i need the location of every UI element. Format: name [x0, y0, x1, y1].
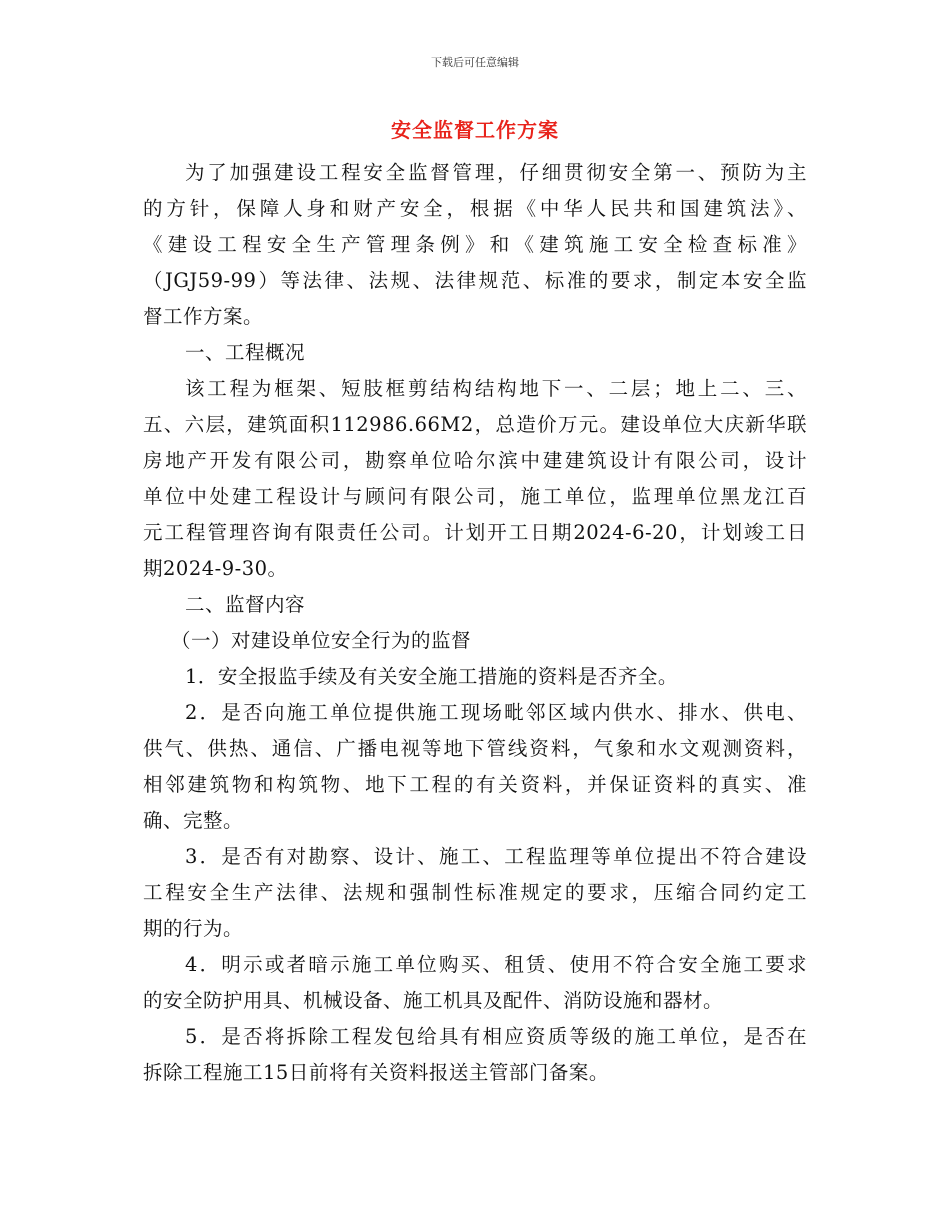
list-item: 2．是否向施工单位提供施工现场毗邻区域内供水、排水、供电、 — [185, 701, 807, 724]
list-item: 4．明示或者暗示施工单位购买、租赁、使用不符合安全施工要求 — [185, 953, 807, 976]
document-body — [143, 155, 807, 1091]
paragraph-line: 的方针，保障人身和财产安全，根据《中华人民共和国建筑法》、 — [143, 197, 807, 220]
document-title: 安全监督工作方案 — [391, 118, 559, 142]
paragraph-line: 五、六层，建筑面积112986.66M2，总造价万元。建设单位大庆新华联 — [143, 413, 807, 436]
subsection-heading: （一）对建设单位安全行为的监督 — [171, 629, 472, 652]
paragraph-line: 确、完整。 — [143, 809, 244, 832]
paragraph-line: 房地产开发有限公司，勘察单位哈尔滨中建建筑设计有限公司，设计 — [143, 449, 807, 472]
paragraph-line: 该工程为框架、短肢框剪结构结构地下一、二层；地上二、三、 — [185, 377, 807, 400]
paragraph-line: 工程安全生产法律、法规和强制性标准规定的要求，压缩合同约定工 — [143, 881, 807, 904]
paragraph-line: 相邻建筑物和构筑物、地下工程的有关资料，并保证资料的真实、准 — [143, 773, 807, 796]
paragraph-line: 拆除工程施工15日前将有关资料报送主管部门备案。 — [143, 1061, 609, 1084]
list-item: 3．是否有对勘察、设计、施工、工程监理等单位提出不符合建设 — [185, 845, 807, 868]
paragraph-line: 的安全防护用具、机械设备、施工机具及配件、消防设施和器材。 — [143, 989, 724, 1012]
section-heading: 一、工程概况 — [185, 341, 306, 364]
list-item: 1．安全报监手续及有关安全施工措施的资料是否齐全。 — [185, 665, 678, 688]
paragraph-line: 供气、供热、通信、广播电视等地下管线资料，气象和水文观测资料， — [143, 737, 807, 760]
paragraph-line: 期的行为。 — [143, 917, 244, 940]
paragraph-line: 《建设工程安全生产管理条例》和《建筑施工安全检查标准》 — [143, 233, 807, 256]
paragraph-line: 单位中处建工程设计与顾问有限公司，施工单位，监理单位黑龙江百 — [143, 485, 807, 508]
header-note: 下载后可任意编辑 — [431, 56, 519, 69]
paragraph-line: 督工作方案。 — [143, 305, 264, 328]
paragraph-line: 为了加强建设工程安全监督管理，仔细贯彻安全第一、预防为主 — [185, 161, 807, 184]
section-heading: 二、监督内容 — [185, 593, 306, 616]
paragraph-line: 期2024-9-30。 — [143, 557, 288, 580]
paragraph-line: （JGJ59-99）等法律、法规、法律规范、标准的要求，制定本安全监 — [143, 269, 807, 292]
list-item: 5．是否将拆除工程发包给具有相应资质等级的施工单位，是否在 — [185, 1025, 807, 1048]
paragraph-line: 元工程管理咨询有限责任公司。计划开工日期2024-6-20，计划竣工日 — [143, 521, 807, 544]
